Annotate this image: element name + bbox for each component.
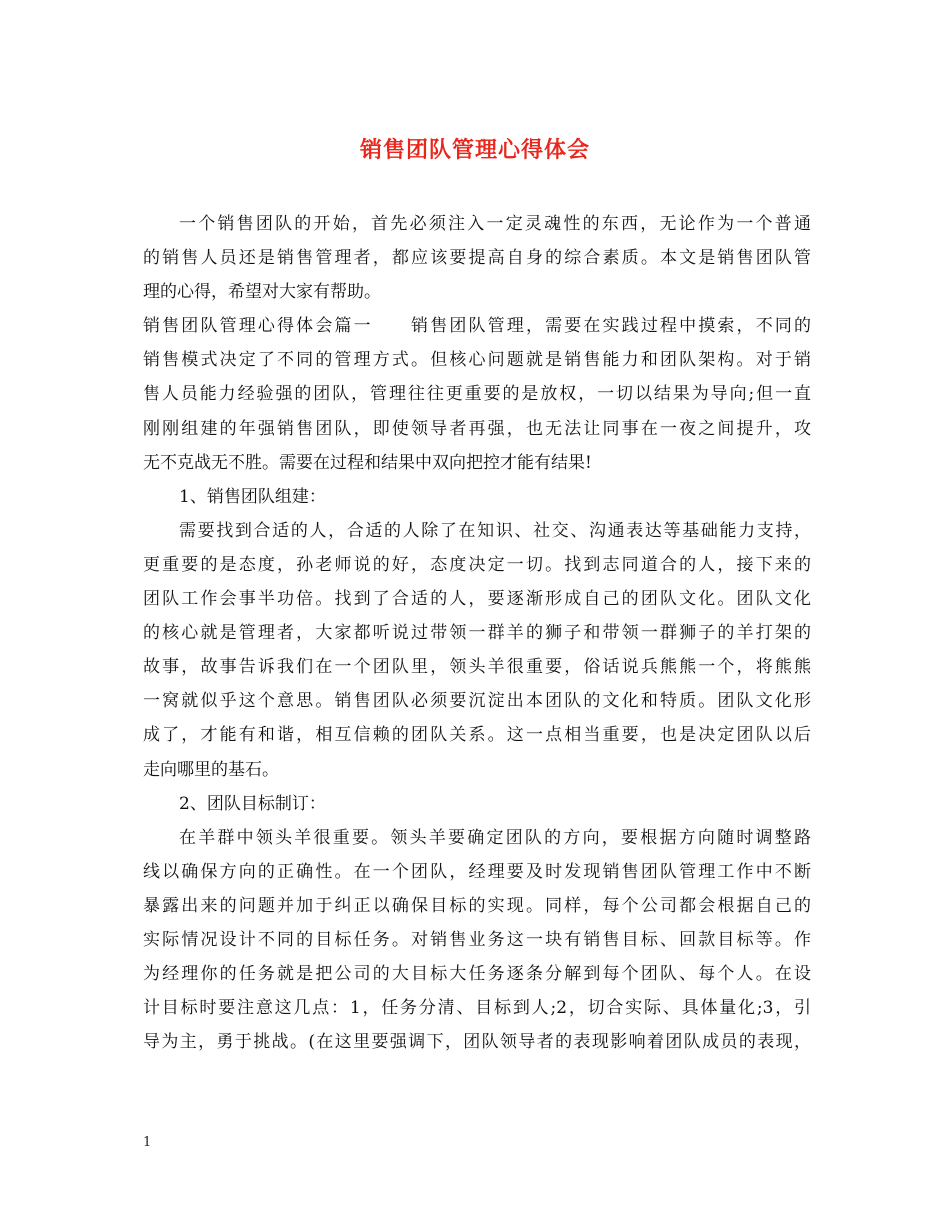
paragraph-line: 一个销售团队的开始，首先必须注入一定灵魂性的东西，无论作为一个普通: [179, 214, 811, 234]
paragraph-line: 理的心得，希望对大家有帮助。: [143, 282, 381, 303]
paragraph-line: 导为主，勇于挑战。(在这里要强调下，团队领导者的表现影响着团队成员的表现，: [143, 1032, 811, 1053]
paragraph-line: 在羊群中领头羊很重要。领头羊要确定团队的方向，要根据方向随时调整路: [179, 827, 811, 848]
section-heading: 2、团队目标制订：: [179, 793, 326, 814]
paragraph-line: 暴露出来的问题并加于纠正以确保目标的实现。同样，每个公司都会根据自己的: [143, 895, 811, 916]
paragraph-line: 更重要的是态度，孙老师说的好，态度决定一切。找到志同道合的人，接下来的: [143, 554, 811, 575]
paragraph-line: 的销售人员还是销售管理者，都应该要提高自身的综合素质。本文是销售团队管: [143, 248, 811, 269]
paragraph-line: 需要找到合适的人，合适的人除了在知识、社交、沟通表达等基础能力支持，: [179, 520, 811, 541]
section-heading: 1、销售团队组建：: [179, 486, 326, 507]
paragraph-line: 走向哪里的基石。: [143, 759, 279, 780]
paragraph-line: 计目标时要注意这几点：1，任务分清、目标到人;2，切合实际、具体量化;3，引: [143, 998, 811, 1019]
paragraph-line: 线以确保方向的正确性。在一个团队，经理要及时发现销售团队管理工作中不断: [143, 861, 811, 882]
paragraph-line: 售人员能力经验强的团队，管理往往更重要的是放权，一切以结果为导向;但一直: [143, 384, 811, 405]
paragraph-line: 一窝就似乎这个意思。销售团队必须要沉淀出本团队的文化和特质。团队文化形: [143, 691, 811, 712]
paragraph-line: 成了，才能有和谐，相互信赖的团队关系。这一点相当重要，也是决定团队以后: [143, 725, 811, 746]
paragraph-line: 为经理你的任务就是把公司的大目标大任务逐条分解到每个团队、每个人。在设: [143, 964, 811, 985]
document-body: [143, 207, 811, 1059]
paragraph-line: 无不克战无不胜。需要在过程和结果中双向把控才能有结果!: [143, 452, 592, 473]
paragraph-line: 销售团队管理心得体会篇一 销售团队管理，需要在实践过程中摸索，不同的: [143, 316, 811, 337]
paragraph-line: 团队工作会事半功倍。找到了合适的人，要逐渐形成自己的团队文化。团队文化: [143, 589, 811, 610]
paragraph-line: 故事，故事告诉我们在一个团队里，领头羊很重要，俗话说兵熊熊一个，将熊熊: [143, 657, 811, 678]
paragraph-line: 的核心就是管理者，大家都听说过带领一群羊的狮子和带领一群狮子的羊打架的: [143, 623, 811, 644]
document-title: 销售团队管理心得体会: [359, 138, 590, 163]
paragraph-line: 刚刚组建的年强销售团队，即使领导者再强，也无法让同事在一夜之间提升，攻: [143, 418, 811, 439]
page-number: 1: [143, 1135, 152, 1150]
paragraph-line: 销售模式决定了不同的管理方式。但核心问题就是销售能力和团队架构。对于销: [143, 350, 811, 371]
paragraph-line: 实际情况设计不同的目标任务。对销售业务这一块有销售目标、回款目标等。作: [143, 929, 811, 950]
